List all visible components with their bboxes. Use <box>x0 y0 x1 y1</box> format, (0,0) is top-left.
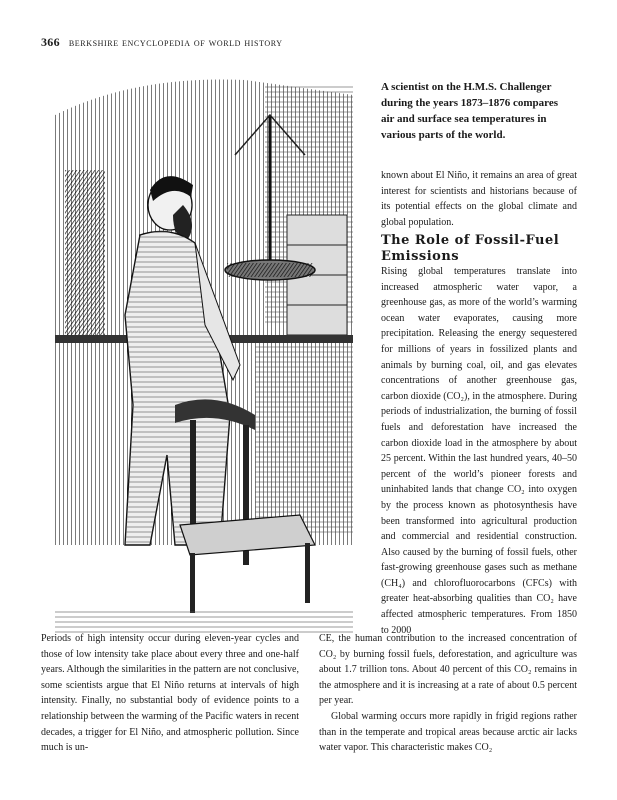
engraving-illustration <box>55 75 353 635</box>
page-number: 366 <box>41 35 60 49</box>
paragraph: CE, the human contribution to the increased concentration of CO₂ by burning fossil fuels, deforestation, and agriculture was about 1.7 trillion tons. About 40 percent of this CO₂ remains in the atmosphere and it is increasing at a rate of about 0.5 percent per year. <box>319 633 577 707</box>
section-heading: The Role of Fossil-Fuel Emissions <box>381 233 560 264</box>
figure-caption: A scientist on the H.M.S. Challenger during the years 1873–1876 compares air and surface sea temperatures in various parts of the world. <box>381 81 559 141</box>
paragraph: Global warming occurs more rapidly in frigid regions rather than in the temperate and tropical areas because arctic air lacks water vapor. This characteristic makes CO₂ <box>319 710 577 754</box>
scientist-engraving <box>55 75 353 635</box>
book-title: berkshire encyclopedia of world history <box>68 37 283 49</box>
right-column-continuation: known about El Niño, it remains an area of great interest for scientists and historians because of its potential effects on the global climate and global population. <box>381 170 577 228</box>
section-body-text: Rising global temperatures translate into increased atmospheric water vapor, a greenhouse gas, as more of the world’s warming ocean water evaporates, causing more precipitation. Releasing the energy sequestered for millions of years in fossilized plants and animals by burning coal, oil, and gas elevates concentrations of another greenhouse gas, carbon dioxide (CO₂), in the atmosphere. During periods of industrialization, the burning of fossil fuels and deforestation have increased the carbon dioxide load in the atmosphere by about 25 percent. Within the last hundred years, 40–50 percent of the world’s pioneer forests and uninhabited lands that change CO₂ into oxygen by the process known as photosynthesis have been transformed into agricultural production and commercial and residential construction. Also caused by the burning of fossil fuels, other fast-growing greenhouse gases such as methane (CH₄) and chlorofluorocarbons (CFCs) with greater heat-absorbing qualities than CO₂ have affected atmospheric temperatures. From 1850 to 2000 <box>381 266 577 636</box>
right-column-text <box>319 631 577 756</box>
left-column-text: Periods of high intensity occur during eleven-year cycles and those of low intensity take place about every three and one-half years. Although the similarities in the pattern are not conclusive, some scientists argue that El Niño returns at intervals of high intensity. Finally, no substantial body of evidence points to a relationship between the warming of the Pacific waters in recent decades, a trigger for El Niño, and atmospheric pollution. Since much is un- <box>41 633 299 754</box>
running-header <box>41 35 581 50</box>
